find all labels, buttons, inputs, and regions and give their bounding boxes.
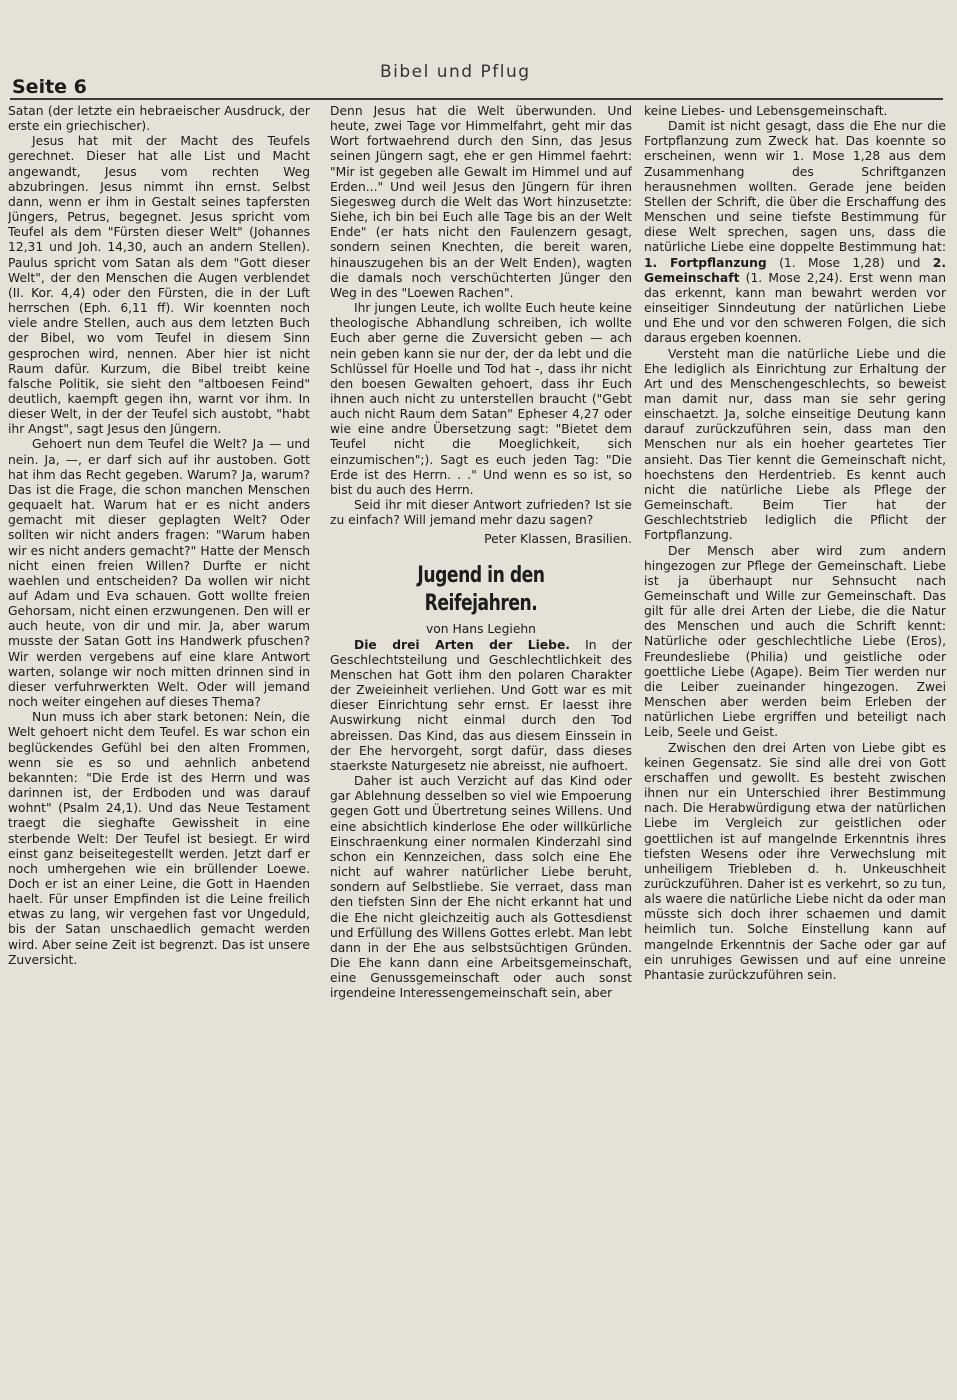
paragraph: Satan (der letzte ein hebraeischer Ausdruck, der erste ein griechischer). [8, 104, 310, 134]
paragraph: Nun muss ich aber stark betonen: Nein, die Welt gehoert nicht dem Teufel. Es war schon ein beglückendes Gefühl bei den alten Frommen, wenn sie es so und aehnlich anbetend bekannten: "Die Erde ist des Herrn und was darinnen ist, der Erdboden und was darauf wohnt" (Psalm 24,1). Und das Neue Testament traegt die sieghafte Gewissheit in eine sterbende Welt: Der Teufel ist besiegt. Er wird einst ganz beiseitegestellt werden. Jetzt darf er noch umhergehen wie ein brüllender Loewe. Doch er ist an einer Leine, die Gott in Haenden haelt. Für unser Empfinden ist die Leine freilich etwas zu lang, wir vergehen fast vor Ungeduld, bis der Satan unschaedlich gemacht werden wird. Aber seine Zeit ist begrenzt. Das ist unsere Zuversicht. [8, 710, 310, 967]
paragraph: Der Mensch aber wird zum andern hingezogen zur Pflege der Gemeinschaft. Liebe ist ja überhaupt nur Sehnsucht nach Gemeinschaft und Wille zur Gemeinschaft. Das gilt für alle drei Arten der Liebe, die die Natur des Menschen und auch die Schrift kennt: Natürliche oder geschlechtliche Liebe (Eros), Freundesliebe (Philia) und geistliche oder goettliche Liebe (Agape). Beim Tier werden nur die Leiber zueinander hingezogen. Zwei Menschen aber werden beim Erleben der natürlichen Liebe ergriffen und beteiligt nach Leib, Seele und Geist. [644, 543, 946, 740]
column-3 [644, 104, 946, 1394]
paragraph: Seid ihr mit dieser Antwort zufrieden? Ist sie zu einfach? Will jemand mehr dazu sagen? [330, 498, 632, 528]
paragraph: Versteht man die natürliche Liebe und die Ehe lediglich als Einrichtung zur Erhaltung der Art und des Menschengeschlechts, so beweist man damit nur, dass man sie sehr gering einschaetzt. Ja, solche einseitige Deutung kann darauf zurückzuführen sein, dass man den Menschen nur als ein hoeher geartetes Tier ansieht. Das Tier kennt die Gemeinschaft nicht, hoechstens den Herdentrieb. Es kennt auch nicht die natürliche Liebe als Pflege der Gemeinschaft. Beim Tier hat der Geschlechtstrieb lediglich die Pflicht der Fortpflanzung. [644, 346, 946, 543]
paragraph: Ihr jungen Leute, ich wollte Euch heute keine theologische Abhandlung schreiben, ich wollte Euch aber gerne die Zuversicht geben — ach nein geben kann sie nur der, der da lebt und die Schlüssel für Hoelle und Tod hat -, dass ihr nicht den boesen Gewalten gehoert, dass ihr Euch ihnen auch nicht zu unterstellen braucht ("Gebt auch nicht Raum dem Satan" Epheser 4,27 oder wie eine andre Übersetzung sagt: "Bietet dem Teufel nicht die Moeglichkeit, sich einzumischen";). Sagt es euch jeden Tag: "Die Erde ist des Herrn. . ." Und wenn es so ist, so bist du auch des Herrn. [330, 301, 632, 497]
author-signature: Peter Klassen, Brasilien. [484, 532, 632, 547]
paragraph: keine Liebes- und Lebensgemeinschaft. [644, 104, 888, 118]
paragraph: Daher ist auch Verzicht auf das Kind oder gar Ablehnung desselben so viel wie Empoerung gegen Gott und Übertretung seines Willens. Und eine absichtlich kinderlose Ehe oder willkürliche Einschraenkung einer normalen Kinderzahl sind schon ein Kennzeichen, dass solch eine Ehe nicht auf wahrer natürlicher Liebe beruht, sondern auf Selbstliebe. Sie verraet, dass man den tiefsten Sinn der Ehe nicht erkannt hat und die Ehe nicht gleichzeitig auch als Gottesdienst und Erfüllung des Willens Gottes erlebt. Man lebt dann in der Ehe aus selbstsüchtigen Gründen. Die Ehe kann dann eine Arbeitsgemeinschaft, eine Genussgemeinschaft oder auch sonst irgendeine Interessengemeinschaft sein, aber [330, 774, 632, 1001]
section-heading: Die drei Arten der Liebe. [354, 637, 570, 652]
paragraph-text: (1. Mose 1,28) und [779, 255, 921, 270]
paragraph: Denn Jesus hat die Welt überwunden. Und heute, zwei Tage vor Himmelfahrt, geht mir das Wort fortwaehrend durch den Sinn, das Jesus seinen Jüngern sagt, ehe er gen Himmel faehrt: "Mir ist gegeben alle Gewalt im Himmel und auf Erden..." Und weil Jesus den Jüngern für ihren Siegesweg durch die Welt das Wort hinzusetzte: Siehe, ich bin bei Euch alle Tage bis an der Welt Ende" (er hats nicht den Faulenzern gesagt, sondern seinen Knechten, die bereit waren, hinauszugehen bis an der Welt Enden), wagten die damals noch verschüchterten Jünger den Weg in des "Loewen Rachen". [330, 104, 632, 300]
page-header [10, 58, 943, 100]
paragraph-text: In der Geschlechtsteilung und Geschlechtlichkeit des Menschen hat Gott ihm den polaren Charakter der Zweieinheit verliehen. Und Gott war es mit dieser Einrichtung sehr ernst. Er laesst ihre Auswirkung nicht einmal durch den Tod abreissen. Das Kind, das aus diesem Einssein in der Ehe hervorgeht, sorgt dafür, dass dieses staerkste Naturgesetz nie abreisst, nie aufhoert. [330, 637, 632, 773]
paragraph: Jesus hat mit der Macht des Teufels gerechnet. Dieser hat alle List und Macht angewandt, Jesus vom rechten Weg abzubringen. Jesus nimmt ihn ernst. Selbst dann, wenn er ihm in Gestalt seines tapfersten Jüngers, Petrus, begegnet. Jesus spricht vom Teufel als dem "Fürsten dieser Welt" (Johannes 12,31 und Joh. 14,30, auch an andern Stellen). Paulus spricht vom Satan als dem "Gott dieser Welt", der den Menschen die Augen verblendet (II. Kor. 4,4) oder den Fürsten, die in der Luft herrschen (Eph. 6,11 ff). Wir koennten noch viele andre Stellen, auch aus dem letzten Buch der Bibel, wo vom Teufel in diesem Sinn gesprochen wird, nennen. Aber hier ist nicht Raum dafür. Kurzum, die Bibel treibt keine falsche Politik, sie sieht den "altboesen Feind" deutlich, kaempft gegen ihn, warnt vor ihm. In dieser Welt, in der der Teufel sich austobt, "habt ihr Angst", sagt Jesus den Jüngern. [8, 134, 310, 437]
paragraph: Gehoert nun dem Teufel die Welt? Ja — und nein. Ja, —, er darf sich auf ihr austoben. Gott hat ihm das Recht gegeben. Warum? Ja, warum? Das ist die Frage, die schon manchen Menschen gequaelt hat. Warum hat er es nicht anders gemacht mit dieser geplagten Welt? Oder sollten wir nicht anders fragen: "Warum haben wir es nicht anders gemacht?" Hatte der Mensch nicht einen freien Willen? Durfte er nicht waehlen und entscheiden? Da wollen wir nicht auf Adam und Eva schauen. Gott wollte freien Gehorsam, nicht einen erzwungenen. Den will er auch heute, von dir und mir. Ja, aber warum musste der Satan Gott ins Handwerk pfuschen? Wir werden vergebens auf eine klare Antwort warten, solange wir noch mitten drinnen sind in dieser verfuhrwerkten Welt. Oder will jemand noch weiter eingehen auf dieses Thema? [8, 437, 310, 710]
publication-title: Bibel und Pflug [380, 62, 531, 82]
page-number: Seite 6 [12, 76, 87, 98]
emphasis: 1. Fortpflanzung [644, 255, 767, 270]
paragraph-text: (1. Mose 2,24). Erst wenn man das erkennt, kann man bewahrt werden vor einseitiger Sinndeutung der natürlichen Liebe und Ehe und vor den schweren Folgen, die sich daraus ergeben koennen. [644, 270, 946, 346]
paragraph [330, 638, 632, 774]
paragraph: Zwischen den drei Arten von Liebe gibt es keinen Gegensatz. Sie sind alle drei von Gott erschaffen und gewollt. Es besteht zwischen ihnen nur ein Unterschied ihrer Bestimmung nach. Die Herabwürdigung etwa der natürlichen Liebe im Vergleich zur geistlichen oder goettlichen ist auf mangelnde Erkenntnis ihres tiefsten Wesens oder ihre Verwechslung mit unheiligem Triebleben d. h. Unkeuschheit zurückzuführen. Daher ist es verkehrt, so zu tun, als waere die natürliche Liebe nicht da oder man müsste sich doch ihrer schaemen und damit heimlich tun. Solche Einstellung kann auf mangelnde Erkenntnis der Sache oder gar auf ein unruhiges Gewissen und auf eine unreine Phantasie zurückzuführen sein. [644, 740, 946, 982]
article-byline: von Hans Legiehn [426, 621, 536, 636]
column-1 [8, 104, 310, 1394]
column-2 [330, 104, 632, 1394]
emphasis: 2. Gemeinschaft [644, 255, 946, 285]
paragraph-text: Damit ist nicht gesagt, dass die Ehe nur die Fortpflanzung zum Zweck hat. Das koennte so erscheinen, wenn wir 1. Mose 1,28 aus dem Zusammenhang des Schriftganzen herausnehmen wollten. Gerade jene beiden Stellen der Schrift, die über die Erschaffung des Menschen und seine tiefste Bestimmung für diese Welt sprechen, sagen uns, dass die natürliche Liebe eine doppelte Bestimmung hat: [644, 119, 946, 255]
article-title: Jugend in den Reifejahren. [417, 562, 545, 616]
paragraph [644, 119, 946, 346]
